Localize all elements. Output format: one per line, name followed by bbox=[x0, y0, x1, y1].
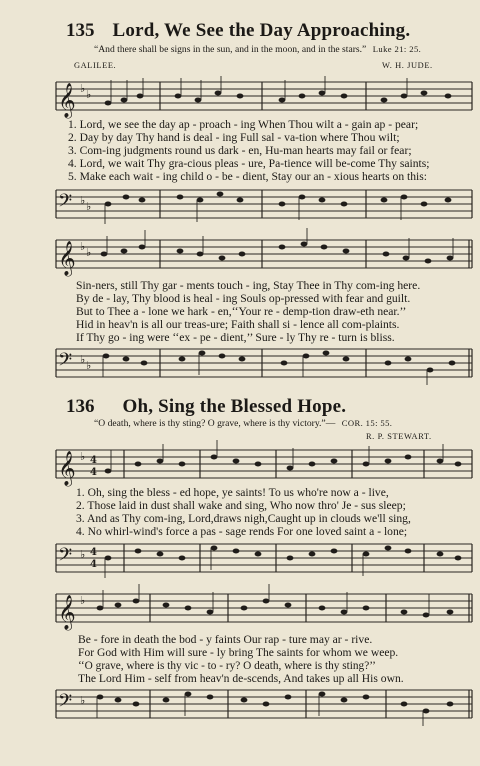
scripture-reference: Luke 21: 25. bbox=[372, 44, 422, 54]
verse-line: If Thy go - ing were ‘‘ex - pe - dient,’’ Sure - ly Thy re - turn is bliss. bbox=[76, 331, 395, 344]
svg-text:♭: ♭ bbox=[80, 82, 86, 95]
verse-line: 2. Those laid in dust shall wake and sing, Who now thro' Je - sus sleep; bbox=[76, 499, 406, 512]
svg-text:4: 4 bbox=[90, 467, 97, 478]
verse-line: 1. Lord, we see the day ap - proach - ing When Thou wilt a - gain ap - pear; bbox=[68, 118, 419, 131]
svg-text:♭: ♭ bbox=[80, 594, 86, 607]
hymn-number: 136 bbox=[66, 396, 95, 417]
verse-line: 3. Com-ing judgments round us dark - en, Hu-man hearts may fail or fear; bbox=[68, 144, 412, 157]
scripture-reference: COR. 15: 55. bbox=[341, 418, 393, 428]
hymn-number: 135 bbox=[66, 20, 95, 41]
hymn-136-scripture bbox=[94, 418, 392, 429]
bass-staff bbox=[0, 540, 480, 580]
bass-staff bbox=[0, 345, 480, 385]
verse-line: ‘‘O grave, where is thy vic - to - ry? O death, where is thy sting?’’ bbox=[78, 660, 376, 672]
treble-clef-icon: 𝄞 bbox=[58, 595, 76, 630]
bass-staff bbox=[0, 686, 480, 726]
bass-staff bbox=[0, 186, 480, 226]
hymn-135-header bbox=[66, 20, 460, 42]
verse-line: The Lord Him - self from heav'n de-scends, And takes up all His own. bbox=[78, 672, 404, 685]
treble-clef-icon: 𝄞 bbox=[58, 83, 76, 118]
bass-clef-icon: 𝄢 bbox=[58, 191, 73, 216]
verse-line: 3. And as Thy com-ing, Lord,draws nigh,Caught up in clouds we'll sing, bbox=[76, 512, 411, 525]
svg-text:♭: ♭ bbox=[80, 353, 86, 366]
scripture-text: “O death, where is thy sting? O grave, where is thy victory.”— bbox=[94, 418, 336, 429]
hymn-title: Lord, We See the Day Approaching. bbox=[112, 20, 411, 41]
verse-line: 5. Make each wait - ing child o - be - dient, Stay our an - xious hearts on this: bbox=[68, 170, 427, 183]
svg-text:4: 4 bbox=[90, 455, 97, 466]
svg-text:♭: ♭ bbox=[80, 694, 86, 707]
verse-line: Hid in heav'n is all our treas-ure; Faith shall si - lence all com-plaints. bbox=[76, 318, 400, 331]
verse-line: 4. Lord, we wait Thy gra-cious pleas - ure, Pa-tience will be-come Thy saints; bbox=[68, 157, 430, 170]
bass-clef-icon: 𝄢 bbox=[58, 545, 73, 570]
svg-text:♭: ♭ bbox=[86, 88, 92, 101]
treble-staff bbox=[0, 588, 480, 632]
treble-clef-icon: 𝄞 bbox=[58, 241, 76, 276]
tune-name: GALILEE. bbox=[74, 61, 117, 70]
verse-line: For God with Him will sure - ly bring The saints for whom we weep. bbox=[78, 646, 399, 659]
treble-clef-icon: 𝄞 bbox=[58, 451, 76, 486]
svg-text:♭: ♭ bbox=[86, 359, 92, 372]
hymn-title: Oh, Sing the Blessed Hope. bbox=[122, 396, 347, 417]
svg-text:♭: ♭ bbox=[80, 240, 86, 253]
verse-line: 4. No whirl-wind's force a pas - sage rends For one loved saint a - lone; bbox=[76, 525, 408, 538]
treble-staff bbox=[0, 76, 480, 120]
verse-line: 1. Oh, sing the bless - ed hope, ye saints! To us who're now a - live, bbox=[76, 486, 389, 499]
hymn-135-scripture bbox=[94, 44, 421, 55]
bass-clef-icon: 𝄢 bbox=[58, 691, 73, 716]
svg-text:4: 4 bbox=[90, 559, 97, 570]
treble-staff bbox=[0, 234, 480, 278]
svg-text:♭: ♭ bbox=[80, 450, 86, 463]
verse-line: 2. Day by day Thy hand is deal - ing Full sal - va-tion where Thou wilt; bbox=[68, 131, 400, 144]
svg-text:♭: ♭ bbox=[86, 200, 92, 213]
svg-text:♭: ♭ bbox=[80, 194, 86, 207]
treble-staff bbox=[0, 444, 480, 488]
bass-clef-icon: 𝄢 bbox=[58, 350, 73, 375]
verse-line: But to Thee a - lone we hark - en,‘‘Your re - demp-tion draw-eth near.’’ bbox=[76, 305, 407, 318]
hymn-136-header bbox=[66, 396, 460, 418]
verse-line: By de - lay, Thy blood is heal - ing Souls op-pressed with fear and guilt. bbox=[76, 292, 411, 305]
composer-name: R. P. STEWART. bbox=[366, 432, 432, 441]
verse-line: Be - fore in death the bod - y faints Our rap - ture may ar - rive. bbox=[78, 633, 373, 646]
verse-line: Sin-ners, still Thy gar - ments touch - ing, Stay Thee in Thy com-ing here. bbox=[76, 279, 421, 292]
composer-name: W. H. JUDE. bbox=[382, 61, 433, 70]
svg-text:♭: ♭ bbox=[80, 548, 86, 561]
svg-text:♭: ♭ bbox=[86, 246, 92, 259]
scripture-text: “And there shall be signs in the sun, and in the moon, and in the stars.” bbox=[94, 44, 367, 55]
svg-text:4: 4 bbox=[90, 547, 97, 558]
